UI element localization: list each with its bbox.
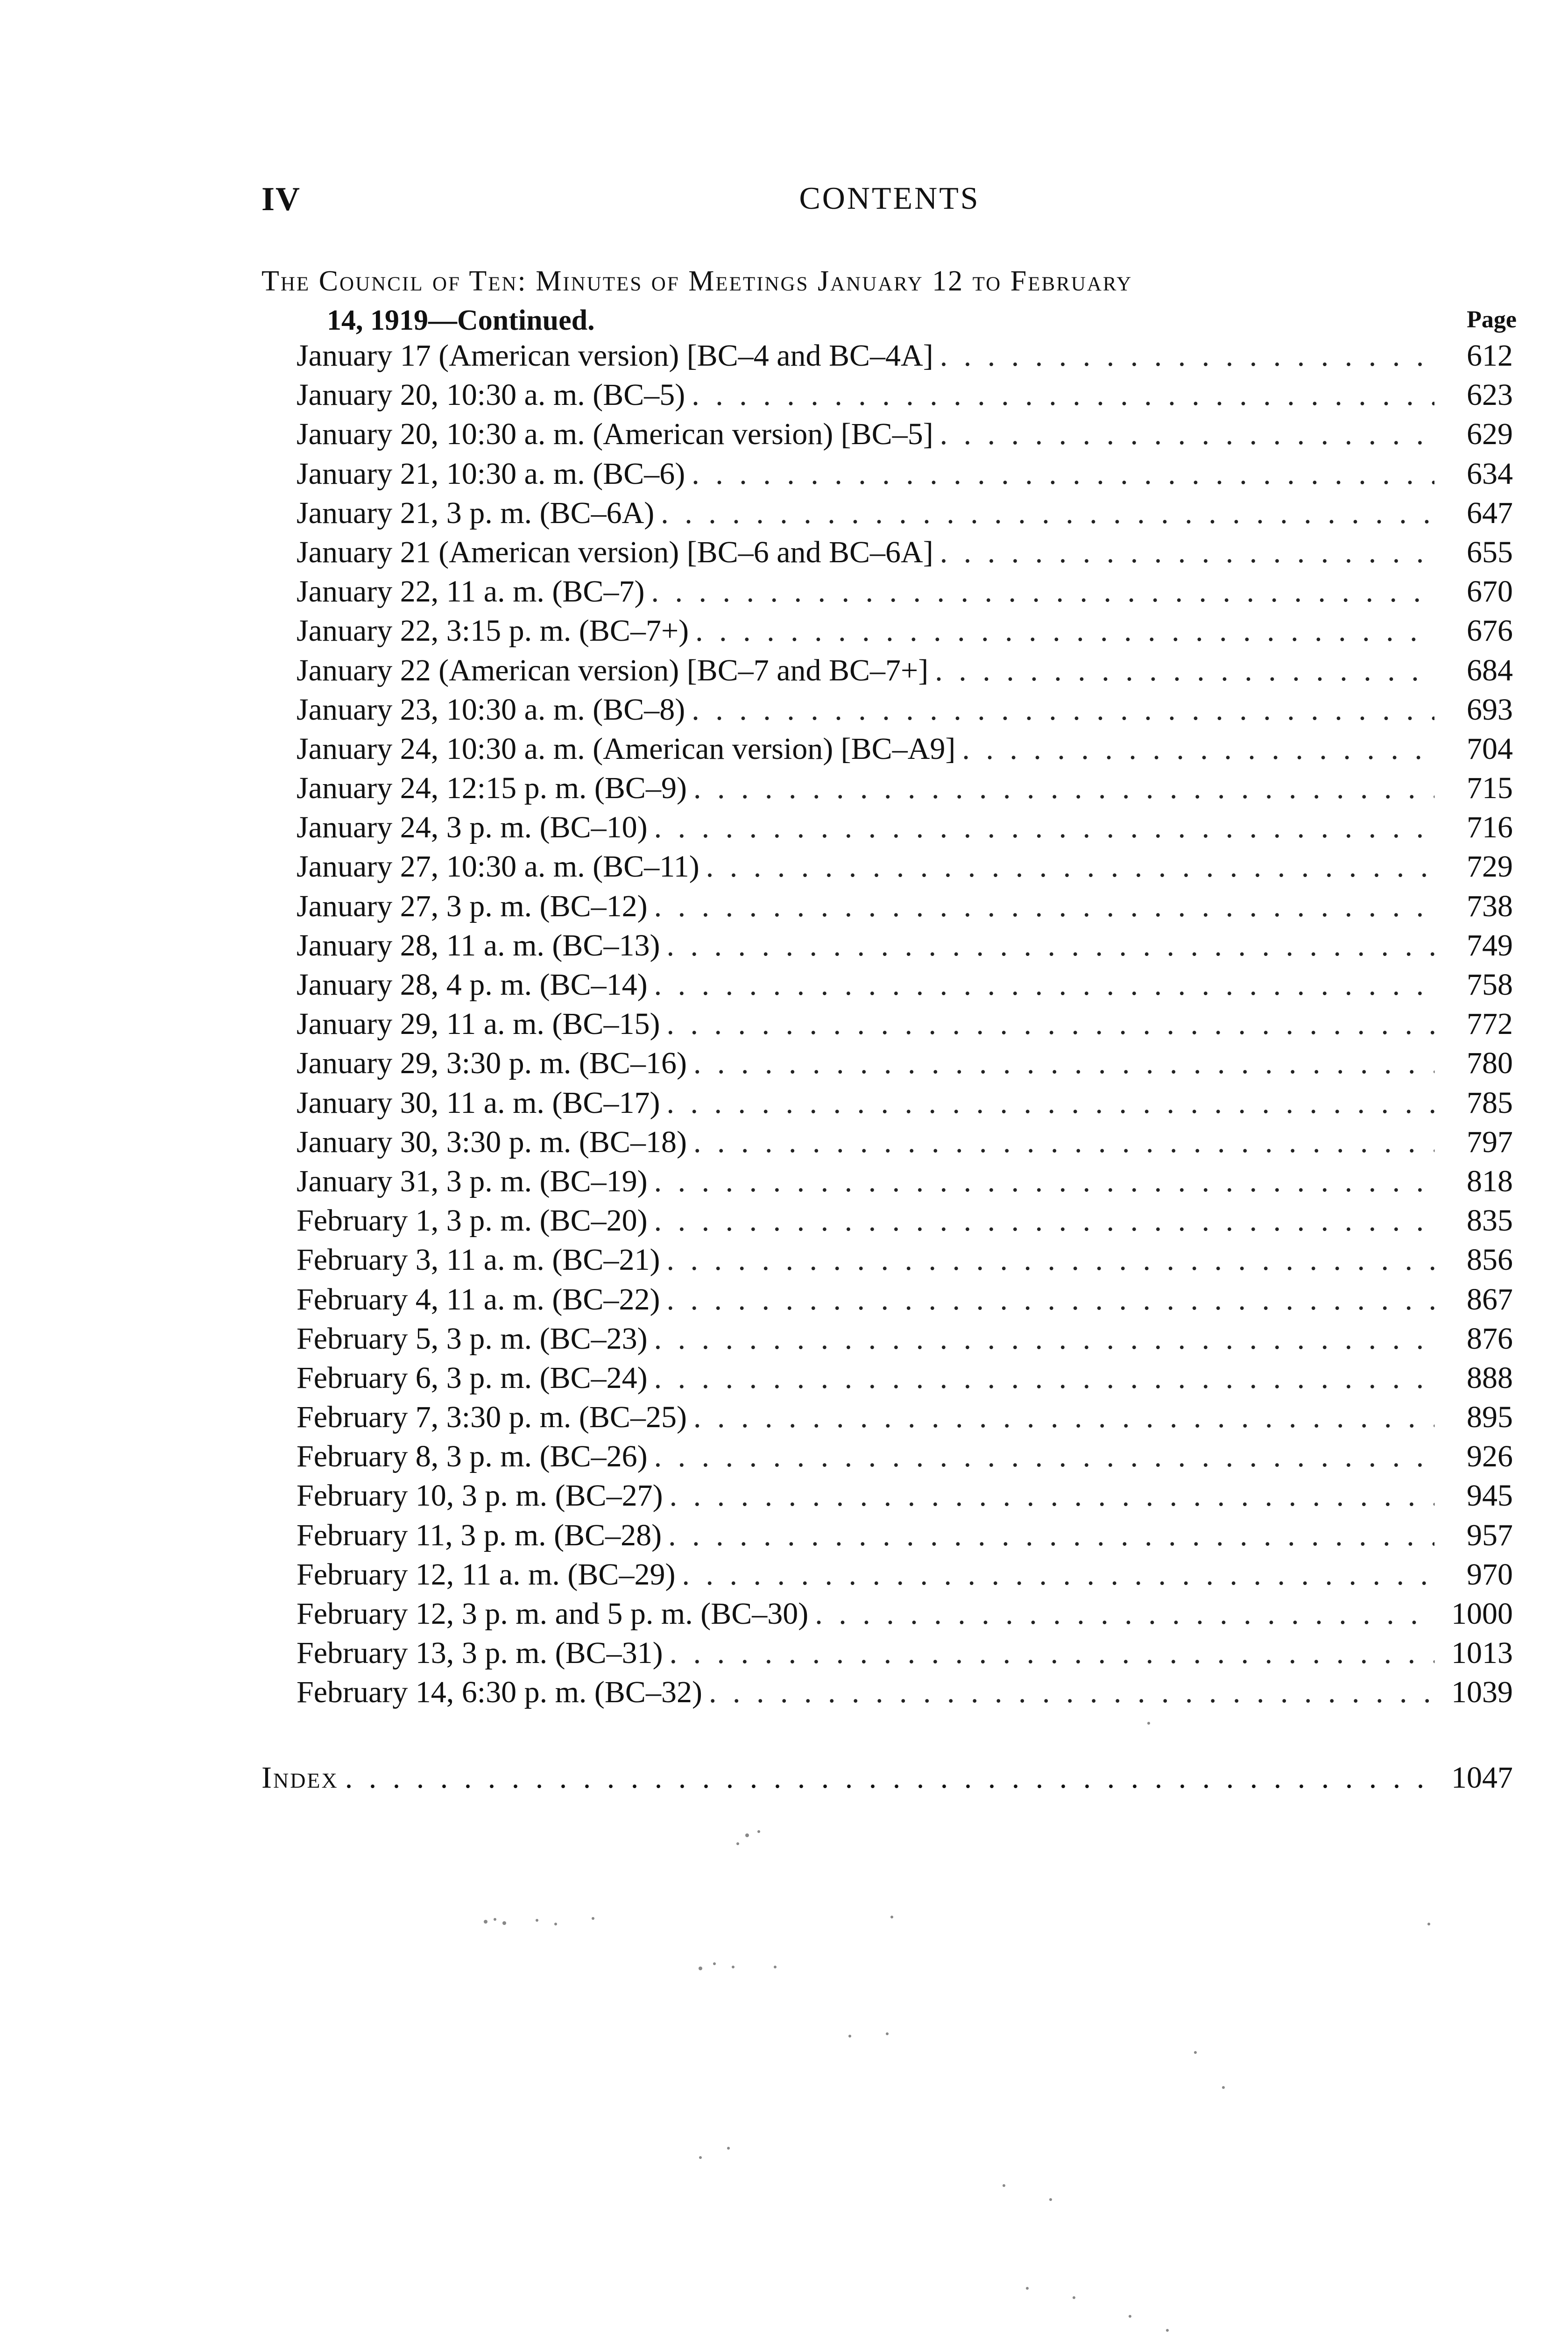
dot-leader (692, 375, 1434, 415)
contents-entry (297, 1201, 1513, 1240)
dot-leader (666, 1083, 1434, 1123)
contents-entry (297, 1044, 1513, 1083)
entry-label: February 4, 11 a. m. (BC–22) (297, 1282, 660, 1316)
dot-leader (654, 1162, 1434, 1201)
dot-leader (654, 965, 1434, 1005)
entry-page-number: 876 (1467, 1321, 1513, 1356)
entry-page-number: 647 (1467, 495, 1513, 530)
entry-label: February 8, 3 p. m. (BC–26) (297, 1439, 648, 1474)
dot-leader (654, 1319, 1434, 1359)
entry-label: January 30, 11 a. m. (BC–17) (297, 1085, 660, 1120)
dot-leader (654, 1437, 1434, 1476)
entry-page-number: 785 (1467, 1085, 1513, 1120)
entry-page-number: 684 (1467, 653, 1513, 687)
entry-label: January 24, 12:15 p. m. (BC–9) (297, 771, 687, 806)
entry-label: January 27, 3 p. m. (BC–12) (297, 889, 648, 923)
entry-label: February 13, 3 p. m. (BC–31) (297, 1636, 663, 1670)
entry-page-number: 945 (1467, 1479, 1513, 1513)
entry-label: January 29, 3:30 p. m. (BC–16) (297, 1046, 687, 1081)
entry-label: January 21, 10:30 a. m. (BC–6) (297, 456, 685, 491)
contents-entry (297, 336, 1513, 375)
entry-label: January 30, 3:30 p. m. (BC–18) (297, 1125, 687, 1159)
dot-leader (666, 1005, 1434, 1044)
entry-label: January 22, 11 a. m. (BC–7) (297, 574, 645, 609)
entry-page-number: 818 (1467, 1164, 1513, 1198)
dot-leader (661, 494, 1434, 533)
dot-leader (706, 847, 1434, 886)
entry-label: February 5, 3 p. m. (BC–23) (297, 1321, 648, 1356)
running-title: CONTENTS (799, 180, 980, 216)
contents-entry (297, 375, 1513, 415)
section-heading-continued: 14, 1919—Continued. (327, 304, 595, 336)
entry-page-number: 758 (1467, 968, 1513, 1002)
dot-leader (935, 651, 1434, 690)
dot-leader (654, 808, 1434, 847)
dot-leader (693, 1123, 1434, 1162)
entry-page-number: 797 (1467, 1125, 1513, 1159)
dot-leader (940, 533, 1434, 572)
dot-leader (670, 1476, 1434, 1515)
entry-label: January 31, 3 p. m. (BC–19) (297, 1164, 648, 1198)
entry-label: January 21, 3 p. m. (BC–6A) (297, 495, 655, 530)
entry-page-number: 634 (1467, 456, 1513, 491)
entry-page-number: 629 (1467, 417, 1513, 452)
entry-page-number: 895 (1467, 1400, 1513, 1435)
entry-page-number: 716 (1467, 810, 1513, 845)
entry-label: February 10, 3 p. m. (BC–27) (297, 1479, 663, 1513)
entry-label: January 24, 10:30 a. m. (American version) [BC–A9] (297, 731, 956, 766)
dot-leader (654, 1359, 1434, 1398)
contents-entry (297, 572, 1513, 611)
index-label: Index (261, 1761, 339, 1795)
index-page-number: 1047 (1451, 1761, 1513, 1795)
contents-entry (297, 1516, 1513, 1555)
page-column-label: Page (1467, 306, 1517, 333)
contents-entry (297, 1319, 1513, 1359)
contents-entry (297, 1476, 1513, 1515)
contents-entry (297, 1240, 1513, 1280)
entry-label: January 23, 10:30 a. m. (BC–8) (297, 692, 685, 727)
contents-entry (297, 769, 1513, 808)
entry-page-number: 888 (1467, 1360, 1513, 1395)
entry-page-number: 612 (1467, 339, 1513, 373)
entry-label: January 22, 3:15 p. m. (BC–7+) (297, 614, 689, 648)
entry-label: February 14, 6:30 p. m. (BC–32) (297, 1675, 702, 1710)
contents-entry (297, 926, 1513, 965)
dot-leader (666, 926, 1434, 965)
entry-label: January 28, 4 p. m. (BC–14) (297, 968, 648, 1002)
dot-leader (654, 1201, 1434, 1240)
dot-leader (666, 1280, 1434, 1319)
contents-entry (297, 1594, 1513, 1634)
entry-page-number: 729 (1467, 849, 1513, 884)
entry-label: February 12, 11 a. m. (BC–29) (297, 1557, 676, 1592)
running-head (261, 180, 1518, 222)
entry-page-number: 693 (1467, 692, 1513, 727)
dot-leader (682, 1555, 1434, 1594)
entry-page-number: 926 (1467, 1439, 1513, 1474)
entry-page-number: 623 (1467, 378, 1513, 412)
entry-label: January 20, 10:30 a. m. (BC–5) (297, 378, 685, 412)
entry-page-number: 676 (1467, 614, 1513, 648)
contents-entry (297, 651, 1513, 690)
section-heading (261, 262, 1522, 340)
contents-entry (297, 965, 1513, 1005)
entry-label: February 7, 3:30 p. m. (BC–25) (297, 1400, 687, 1435)
contents-entry (297, 533, 1513, 572)
contents-entry (297, 1359, 1513, 1398)
contents-entry (297, 1555, 1513, 1594)
contents-entry (297, 847, 1513, 886)
contents-entry (297, 1437, 1513, 1476)
entry-page-number: 780 (1467, 1046, 1513, 1081)
entry-page-number: 1013 (1451, 1636, 1513, 1670)
entry-page-number: 957 (1467, 1518, 1513, 1552)
entry-page-number: 835 (1467, 1203, 1513, 1238)
entry-page-number: 856 (1467, 1243, 1513, 1277)
entry-page-number: 655 (1467, 535, 1513, 569)
entry-label: January 22 (American version) [BC–7 and BC–7+] (297, 653, 929, 687)
contents-entry (297, 808, 1513, 847)
dot-leader (815, 1594, 1434, 1634)
contents-list (297, 336, 1513, 1712)
dot-leader (962, 729, 1434, 769)
section-heading-text: The Council of Ten: Minutes of Meetings January 12 to February (261, 265, 1133, 297)
contents-entry (297, 1005, 1513, 1044)
dot-leader (693, 1044, 1434, 1083)
dot-leader (693, 769, 1434, 808)
entry-page-number: 749 (1467, 928, 1513, 962)
contents-entry (297, 1398, 1513, 1437)
entry-page-number: 1039 (1451, 1675, 1513, 1710)
contents-entry (297, 1634, 1513, 1673)
entry-page-number: 772 (1467, 1007, 1513, 1041)
entry-label: January 29, 11 a. m. (BC–15) (297, 1007, 660, 1041)
contents-entry (297, 454, 1513, 494)
contents-entry (297, 1083, 1513, 1123)
entry-label: January 27, 10:30 a. m. (BC–11) (297, 849, 699, 884)
dot-leader (670, 1634, 1434, 1673)
entry-label: January 28, 11 a. m. (BC–13) (297, 928, 660, 962)
entry-page-number: 738 (1467, 889, 1513, 923)
dot-leader (709, 1673, 1434, 1712)
dot-leader (666, 1240, 1434, 1280)
entry-label: January 17 (American version) [BC–4 and BC–4A] (297, 339, 933, 373)
contents-entry (297, 494, 1513, 533)
contents-entry (297, 1673, 1513, 1712)
dot-leader (651, 572, 1434, 611)
entry-label: February 11, 3 p. m. (BC–28) (297, 1518, 662, 1552)
entry-label: January 21 (American version) [BC–6 and BC–6A] (297, 535, 933, 569)
index-entry (261, 1758, 1513, 1797)
dot-leader (692, 454, 1434, 494)
contents-entry (297, 611, 1513, 651)
contents-entry (297, 1280, 1513, 1319)
dot-leader (940, 336, 1434, 375)
dot-leader (692, 690, 1434, 729)
dot-leader (654, 887, 1434, 926)
entry-label: February 12, 3 p. m. and 5 p. m. (BC–30) (297, 1597, 809, 1631)
entry-page-number: 1000 (1451, 1597, 1513, 1631)
contents-entry (297, 887, 1513, 926)
entry-page-number: 704 (1467, 731, 1513, 766)
entry-label: January 20, 10:30 a. m. (American version) [BC–5] (297, 417, 933, 452)
entry-label: February 1, 3 p. m. (BC–20) (297, 1203, 648, 1238)
entry-page-number: 867 (1467, 1282, 1513, 1316)
dot-leader (695, 611, 1434, 651)
entry-label: February 3, 11 a. m. (BC–21) (297, 1243, 660, 1277)
page-folio: IV (261, 180, 301, 218)
contents-entry (297, 1123, 1513, 1162)
entry-page-number: 970 (1467, 1557, 1513, 1592)
dot-leader (668, 1516, 1434, 1555)
dot-leader (345, 1758, 1438, 1797)
dot-leader (940, 415, 1434, 454)
dot-leader (693, 1398, 1434, 1437)
contents-entry (297, 729, 1513, 769)
entry-page-number: 670 (1467, 574, 1513, 609)
contents-entry (297, 415, 1513, 454)
entry-page-number: 715 (1467, 771, 1513, 806)
contents-entry (297, 690, 1513, 729)
entry-label: February 6, 3 p. m. (BC–24) (297, 1360, 648, 1395)
entry-label: January 24, 3 p. m. (BC–10) (297, 810, 648, 845)
contents-entry (297, 1162, 1513, 1201)
